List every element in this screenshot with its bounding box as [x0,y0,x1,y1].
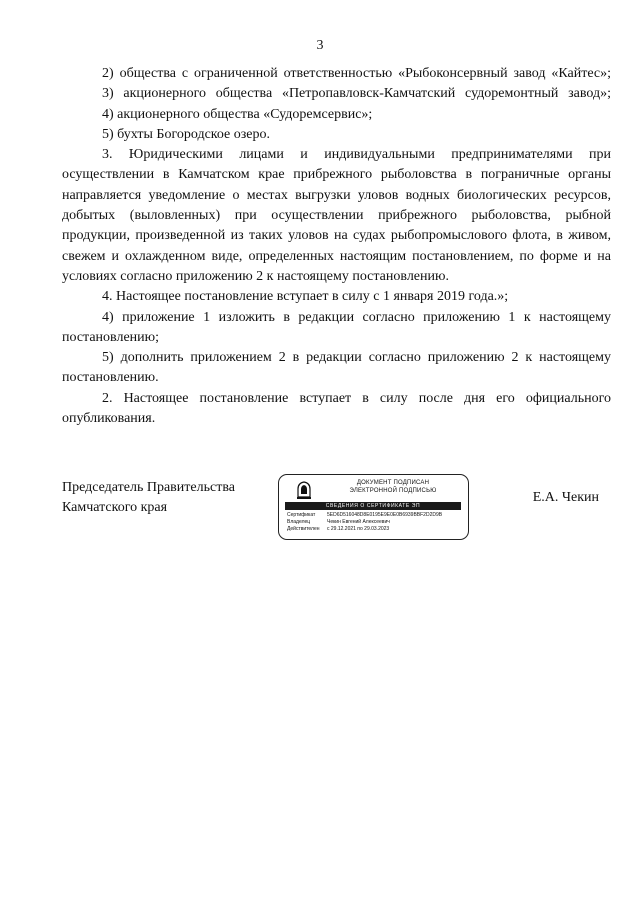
document-body [62,64,611,429]
paragraph-9: 2. Настоящее постановление вступает в силу после дня его официального опубликования. [62,390,611,427]
paragraph-6: 4. Настоящее постановление вступает в силу с 1 января 2019 года.»; [102,289,509,305]
stamp-cert-row [287,512,465,519]
signatory-position-line-1: Председатель Правительства [62,480,235,495]
stamp-details [287,512,465,533]
stamp-valid-row [287,526,465,533]
stamp-owner-label: Владелец [287,519,311,525]
paragraph-4: 5) бухты Богородское озеро. [102,126,271,142]
stamp-title-line-1: ДОКУМЕНТ ПОДПИСАН [356,480,430,486]
stamp-valid-value: с 29.12.2021 по 29.03.2023 [327,526,390,532]
stamp-title [333,479,453,495]
paragraph-3: 4) акционерного общества «Судоремсервис»; [102,106,373,122]
signatory-position [62,478,235,518]
paragraph-1: 2) общества с ограниченной ответственностью «Рыбоконсервный завод «Кайтес»; [102,66,611,81]
electronic-signature-stamp [278,474,469,540]
paragraph-7: 4) приложение 1 изложить в редакции согласно приложению 1 к настоящему постановлению; [62,309,611,345]
signatory-name: Е.А. Чекин [532,490,599,505]
stamp-certificate-header: СВЕДЕНИЯ О СЕРТИФИКАТЕ ЭП [285,502,461,510]
page-number: 3 [316,38,324,53]
paragraph-2: 3) акционерного общества «Петропавловск-Камчатский судоремонтный завод»; [102,86,611,102]
stamp-cert-value: 5ED6D516048D8E0195E9E0E0B6939BBF2D2D9B [327,512,443,518]
stamp-title-line-2: ЭЛЕКТРОННОЙ ПОДПИСЬЮ [349,488,437,494]
stamp-header [279,475,468,502]
signatory-position-line-2: Камчатского края [62,500,168,515]
stamp-owner-row [287,519,465,526]
coat-of-arms-icon [293,479,315,501]
stamp-owner-value: Чекин Евгений Алексеевич [327,519,390,525]
paragraph-5: 3. Юридическими лицами и индивидуальными предпринимателями при осуществлении в Камчатском крае прибрежного рыболовства в пограничные органы направляется уведомление о местах выгрузки уловов водных биологических ресурсов, добытых (выловленных) при осуществлении прибрежного рыболовства, рыбной продукции, произведенной из таких уловов на судах рыбопромыслового флота, в живом, свежем и охлажденном виде, определенных настоящим постановлением, по форме и на условиях согласно приложению 2 к настоящему постановлению. [62,147,611,284]
stamp-cert-label: Сертификат [287,512,316,518]
stamp-valid-label: Действителен [287,526,320,532]
paragraph-8: 5) дополнить приложением 2 в редакции согласно приложению 2 к настоящему постановлению. [62,350,611,386]
